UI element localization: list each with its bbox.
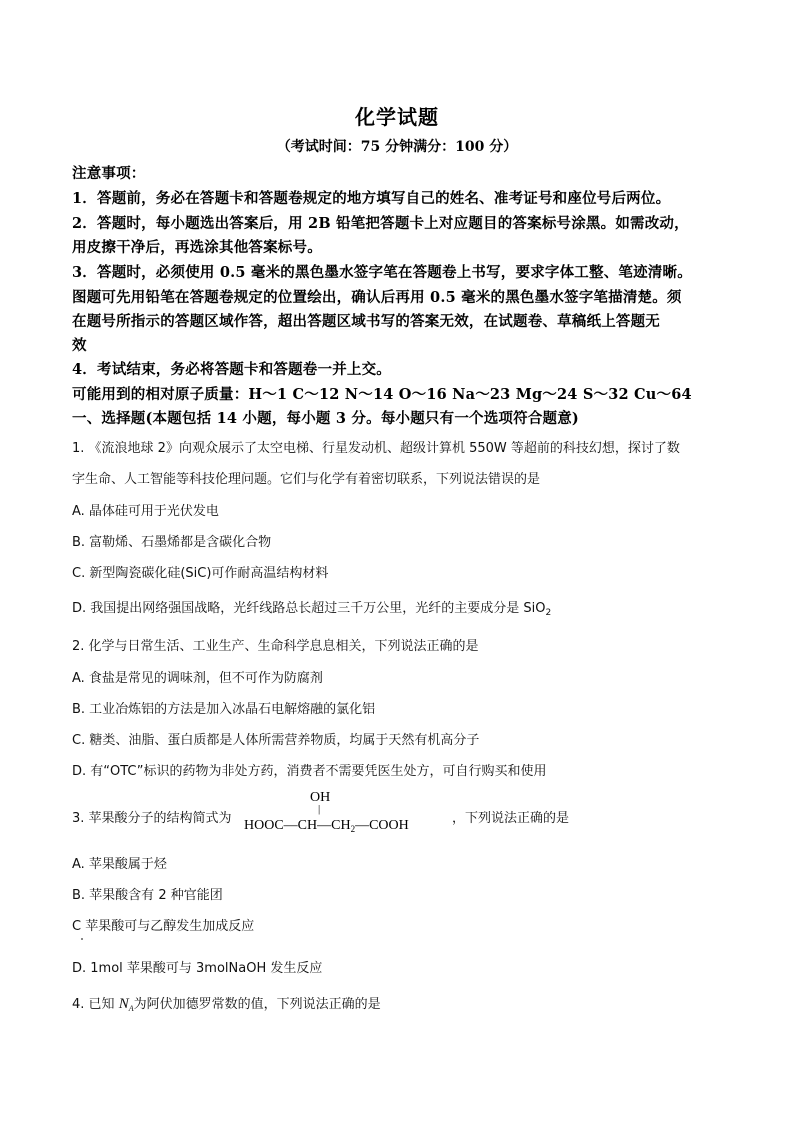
q2-option-c: C. 糖类、油脂、蛋白质都是人体所需营养物质，均属于天然有机高分子 — [72, 733, 480, 748]
q2-stem: 2. 化学与日常生活、工业生产、生命科学息息相关，下列说法正确的是 — [72, 639, 479, 654]
structure-main: $HOOC—CH—CH_2—COOH$ — [244, 818, 409, 834]
notice-line-3a: 3．答题时，必须使用 0.5 毫米的黑色墨水签字笔在答题卷上书写，要求字体工整、笔迹清晰。 — [72, 264, 692, 281]
notice-heading: 注意事项： — [72, 165, 146, 182]
q1-option-d: D. 我国提出网络强国战略，光纤线路总长超过三千万公里，光纤的主要成分是 SiO$_2$ — [72, 601, 552, 618]
notice-line-2a: 2．答题时，每小题选出答案后，用 2B 铅笔把答题卡上对应题目的答案标号涂黑。如需改动， — [72, 215, 689, 232]
q1-stem-b: 字生命、人工智能等科技伦理问题。它们与化学有着密切联系，下列说法错误的是 — [72, 472, 541, 487]
notice-line-2b: 用皮擦干净后，再选涂其他答案标号。 — [72, 239, 322, 256]
q3-option-b: B. 苹果酸含有 2 种官能团 — [72, 888, 223, 903]
q2-option-d: D. 有“OTC”标识的药物为非处方药，消费者不需要凭医生处方，可自行购买和使用 — [72, 764, 547, 779]
q1-option-b: B. 富勒烯、石墨烯都是含碳化合物 — [72, 535, 272, 550]
notice-line-1: 1．答题前，务必在答题卡和答题卷规定的地方填写自己的姓名、准考证号和座位号后两位。 — [72, 190, 671, 207]
q3-option-c: C 苹果酸可与乙醇发生加成反应 — [72, 919, 255, 934]
exam-title: 化学试题 — [355, 105, 439, 129]
q2-option-a: A. 食盐是常见的调味剂，但不可作为防腐剂 — [72, 671, 323, 686]
section-heading: 一、选择题(本题包括 14 小题，每小题 3 分。每小题只有一个选项符合题意) — [72, 410, 579, 427]
notice-line-4: 4．考试结束，务必将答题卡和答题卷一并上交。 — [72, 361, 391, 378]
avogadro-symbol: $N_A$ — [118, 996, 134, 1013]
q1-option-c: C. 新型陶瓷碳化硅(SiC)可作耐高温结构材料 — [72, 566, 329, 581]
q3-option-d: D. 1mol 苹果酸可与 3molNaOH 发生反应 — [72, 961, 323, 976]
notice-line-3c: 在题号所指示的答题区域作答，超出答题区域书写的答案无效，在试题卷、草稿纸上答题无 — [72, 313, 660, 330]
exam-subtitle: （考试时间：75 分钟满分：100 分） — [276, 139, 518, 155]
q1-option-a: A. 晶体硅可用于光伏发电 — [72, 504, 219, 519]
stray-dot — [81, 938, 83, 940]
q3-stem-after: ，下列说法正确的是 — [452, 811, 570, 826]
q2-option-b: B. 工业冶炼铝的方法是加入冰晶石电解熔融的氯化铝 — [72, 702, 376, 717]
notice-line-3b: 图题可先用铅笔在答题卷规定的位置绘出，确认后再用 0.5 毫米的黑色墨水签字笔描清楚。须 — [72, 289, 682, 306]
structure-oh: OH — [310, 790, 331, 805]
structure-bond: | — [318, 803, 321, 815]
q4-stem: 4. 已知 $N_A$为阿伏加德罗常数的值，下列说法正确的是 — [72, 996, 381, 1013]
q1-stem-a: 1. 《流浪地球 2》向观众展示了太空电梯、行星发动机、超级计算机 550W 等超前的科技幻想，探讨了数 — [72, 441, 680, 456]
notice-line-3d: 效 — [72, 337, 87, 354]
malic-acid-structure — [244, 790, 456, 838]
q3-option-a: A. 苹果酸属于烃 — [72, 857, 167, 872]
q3-stem-before: 3. 苹果酸分子的结构简式为 — [72, 811, 232, 826]
atomic-masses: 可能用到的相对原子质量：H～1 C～12 N～14 O～16 Na～23 Mg～24 S～32 Cu～64 — [72, 386, 692, 403]
